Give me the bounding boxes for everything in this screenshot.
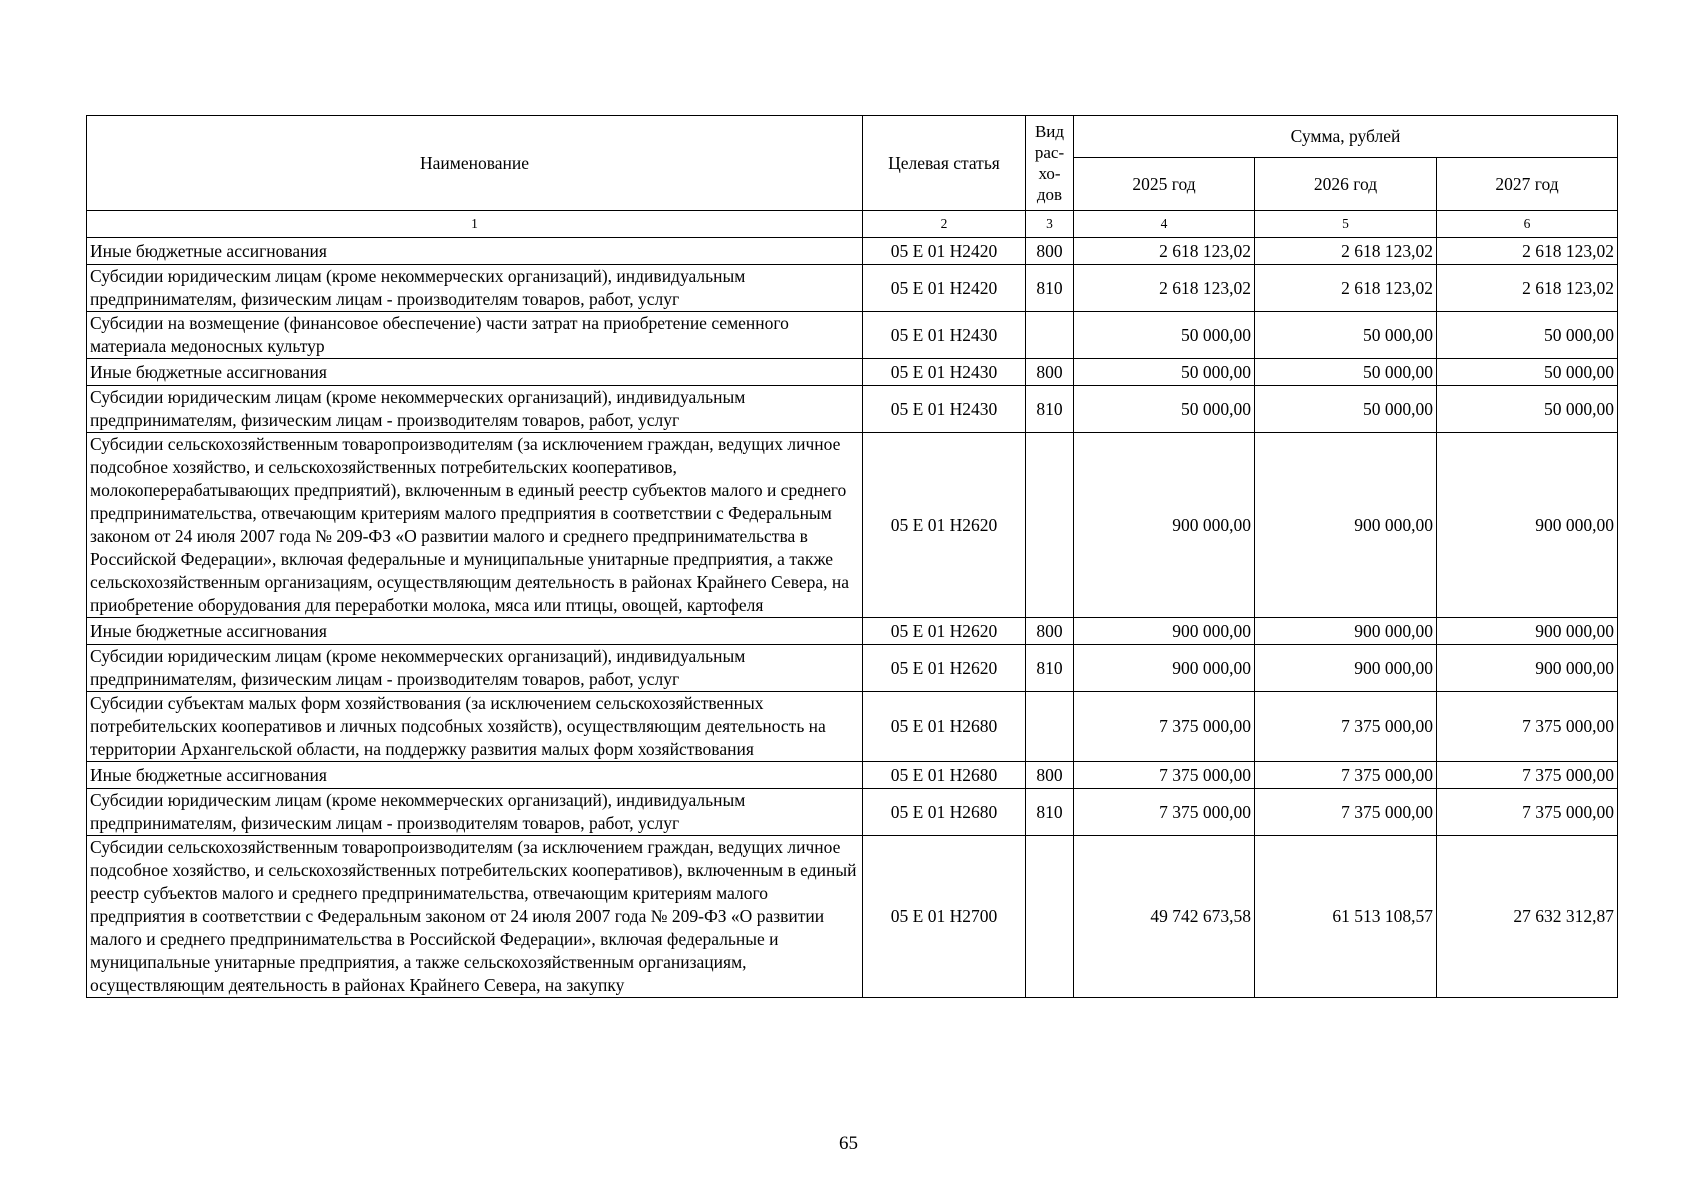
row-expense-type: 810 xyxy=(1026,789,1074,836)
row-amount-2027: 7 375 000,00 xyxy=(1437,692,1618,762)
table-row xyxy=(87,836,1618,998)
table-row xyxy=(87,692,1618,762)
row-expense-type: 810 xyxy=(1026,645,1074,692)
row-expense-type xyxy=(1026,312,1074,359)
row-target-article: 05 Е 01 Н2620 xyxy=(863,433,1026,618)
header-year-2027: 2027 год xyxy=(1437,158,1618,211)
column-number-row xyxy=(87,211,1618,238)
row-amount-2025: 900 000,00 xyxy=(1074,433,1255,618)
table-row xyxy=(87,789,1618,836)
row-amount-2026: 900 000,00 xyxy=(1255,433,1437,618)
row-amount-2026: 50 000,00 xyxy=(1255,386,1437,433)
row-amount-2026: 7 375 000,00 xyxy=(1255,692,1437,762)
row-target-article: 05 Е 01 Н2680 xyxy=(863,692,1026,762)
row-expense-type: 800 xyxy=(1026,238,1074,265)
row-name: Субсидии субъектам малых форм хозяйствования (за исключением сельскохозяйственных потребительских кооперативов и личных подсобных хозяйств), осуществляющим деятельность на территории Архангельской области, на поддержку развития малых форм хозяйствования xyxy=(87,692,863,762)
row-amount-2027: 7 375 000,00 xyxy=(1437,762,1618,789)
table-header-row xyxy=(87,116,1618,158)
table-row xyxy=(87,238,1618,265)
column-number: 2 xyxy=(863,211,1026,238)
row-amount-2025: 49 742 673,58 xyxy=(1074,836,1255,998)
row-name: Иные бюджетные ассигнования xyxy=(87,359,863,386)
row-amount-2027: 900 000,00 xyxy=(1437,645,1618,692)
row-amount-2027: 900 000,00 xyxy=(1437,618,1618,645)
row-expense-type: 800 xyxy=(1026,359,1074,386)
row-expense-type xyxy=(1026,836,1074,998)
row-amount-2025: 900 000,00 xyxy=(1074,645,1255,692)
table-row xyxy=(87,762,1618,789)
column-number: 6 xyxy=(1437,211,1618,238)
row-target-article: 05 Е 01 Н2430 xyxy=(863,312,1026,359)
table-row xyxy=(87,312,1618,359)
row-name: Субсидии юридическим лицам (кроме некоммерческих организаций), индивидуальным предпринимателям, физическим лицам - производителям товаров, работ, услуг xyxy=(87,265,863,312)
row-target-article: 05 Е 01 Н2680 xyxy=(863,789,1026,836)
row-target-article: 05 Е 01 Н2430 xyxy=(863,359,1026,386)
row-name: Субсидии на возмещение (финансовое обеспечение) части затрат на приобретение семенного материала медоносных культур xyxy=(87,312,863,359)
row-amount-2025: 2 618 123,02 xyxy=(1074,265,1255,312)
row-amount-2025: 7 375 000,00 xyxy=(1074,692,1255,762)
column-number: 1 xyxy=(87,211,863,238)
table-row xyxy=(87,265,1618,312)
row-target-article: 05 Е 01 Н2420 xyxy=(863,265,1026,312)
row-amount-2027: 900 000,00 xyxy=(1437,433,1618,618)
row-amount-2027: 50 000,00 xyxy=(1437,359,1618,386)
row-amount-2027: 7 375 000,00 xyxy=(1437,789,1618,836)
row-amount-2026: 50 000,00 xyxy=(1255,359,1437,386)
row-amount-2027: 2 618 123,02 xyxy=(1437,265,1618,312)
row-expense-type xyxy=(1026,692,1074,762)
row-name: Субсидии сельскохозяйственным товаропроизводителям (за исключением граждан, ведущих личное подсобное хозяйство, и сельскохозяйственных потребительских кооперативов, молокоперерабатывающих предприятий), включенным в единый реестр субъектов малого и среднего предпринимательства, отвечающим критериям малого предприятия в соответствии с Федеральным законом от 24 июля 2007 года № 209-ФЗ «О развитии малого и среднего предпринимательства в Российской Федерации», включая федеральные и муниципальные унитарные предприятия, а также сельскохозяйственным организациям, осуществляющим деятельность в районах Крайнего Севера, на приобретение оборудования для переработки молока, мяса или птицы, овощей, картофеля xyxy=(87,433,863,618)
row-amount-2025: 2 618 123,02 xyxy=(1074,238,1255,265)
row-target-article: 05 Е 01 Н2420 xyxy=(863,238,1026,265)
table-row xyxy=(87,618,1618,645)
row-amount-2025: 50 000,00 xyxy=(1074,359,1255,386)
row-amount-2026: 7 375 000,00 xyxy=(1255,789,1437,836)
row-amount-2027: 50 000,00 xyxy=(1437,386,1618,433)
row-amount-2026: 61 513 108,57 xyxy=(1255,836,1437,998)
row-name: Субсидии юридическим лицам (кроме некоммерческих организаций), индивидуальным предпринимателям, физическим лицам - производителям товаров, работ, услуг xyxy=(87,645,863,692)
row-amount-2026: 900 000,00 xyxy=(1255,618,1437,645)
row-amount-2027: 2 618 123,02 xyxy=(1437,238,1618,265)
row-amount-2025: 900 000,00 xyxy=(1074,618,1255,645)
row-target-article: 05 Е 01 Н2700 xyxy=(863,836,1026,998)
row-amount-2027: 50 000,00 xyxy=(1437,312,1618,359)
table-row xyxy=(87,359,1618,386)
row-expense-type: 800 xyxy=(1026,762,1074,789)
row-amount-2026: 900 000,00 xyxy=(1255,645,1437,692)
budget-table xyxy=(86,115,1618,998)
header-target-article: Целевая статья xyxy=(863,116,1026,211)
row-amount-2025: 7 375 000,00 xyxy=(1074,762,1255,789)
row-amount-2025: 50 000,00 xyxy=(1074,312,1255,359)
row-amount-2025: 7 375 000,00 xyxy=(1074,789,1255,836)
header-name: Наименование xyxy=(87,116,863,211)
column-number: 3 xyxy=(1026,211,1074,238)
row-expense-type xyxy=(1026,433,1074,618)
header-year-2025: 2025 год xyxy=(1074,158,1255,211)
row-name: Иные бюджетные ассигнования xyxy=(87,618,863,645)
row-name: Иные бюджетные ассигнования xyxy=(87,238,863,265)
page-number: 65 xyxy=(839,1133,858,1154)
row-amount-2027: 27 632 312,87 xyxy=(1437,836,1618,998)
table-row xyxy=(87,433,1618,618)
header-year-2026: 2026 год xyxy=(1255,158,1437,211)
row-target-article: 05 Е 01 Н2620 xyxy=(863,618,1026,645)
row-target-article: 05 Е 01 Н2620 xyxy=(863,645,1026,692)
row-amount-2026: 2 618 123,02 xyxy=(1255,265,1437,312)
row-expense-type: 810 xyxy=(1026,386,1074,433)
column-number: 4 xyxy=(1074,211,1255,238)
row-amount-2025: 50 000,00 xyxy=(1074,386,1255,433)
column-number: 5 xyxy=(1255,211,1437,238)
row-amount-2026: 50 000,00 xyxy=(1255,312,1437,359)
row-name: Иные бюджетные ассигнования xyxy=(87,762,863,789)
table-row xyxy=(87,645,1618,692)
row-amount-2026: 2 618 123,02 xyxy=(1255,238,1437,265)
header-expense-type: Вид рас-хо-дов xyxy=(1026,116,1074,211)
row-name: Субсидии юридическим лицам (кроме некоммерческих организаций), индивидуальным предпринимателям, физическим лицам - производителям товаров, работ, услуг xyxy=(87,789,863,836)
row-target-article: 05 Е 01 Н2430 xyxy=(863,386,1026,433)
row-expense-type: 800 xyxy=(1026,618,1074,645)
row-expense-type: 810 xyxy=(1026,265,1074,312)
table-row xyxy=(87,386,1618,433)
header-sum: Сумма, рублей xyxy=(1074,116,1618,158)
row-name: Субсидии сельскохозяйственным товаропроизводителям (за исключением граждан, ведущих личное подсобное хозяйство, и сельскохозяйственных потребительских кооперативов), включенным в единый реестр субъектов малого и среднего предпринимательства, отвечающим критериям малого предприятия в соответствии с Федеральным законом от 24 июля 2007 года № 209-ФЗ «О развитии малого и среднего предпринимательства в Российской Федерации», включая федеральные и муниципальные унитарные предприятия, а также сельскохозяйственным организациям, осуществляющим деятельность в районах Крайнего Севера, на закупку xyxy=(87,836,863,998)
row-amount-2026: 7 375 000,00 xyxy=(1255,762,1437,789)
row-target-article: 05 Е 01 Н2680 xyxy=(863,762,1026,789)
row-name: Субсидии юридическим лицам (кроме некоммерческих организаций), индивидуальным предпринимателям, физическим лицам - производителям товаров, работ, услуг xyxy=(87,386,863,433)
